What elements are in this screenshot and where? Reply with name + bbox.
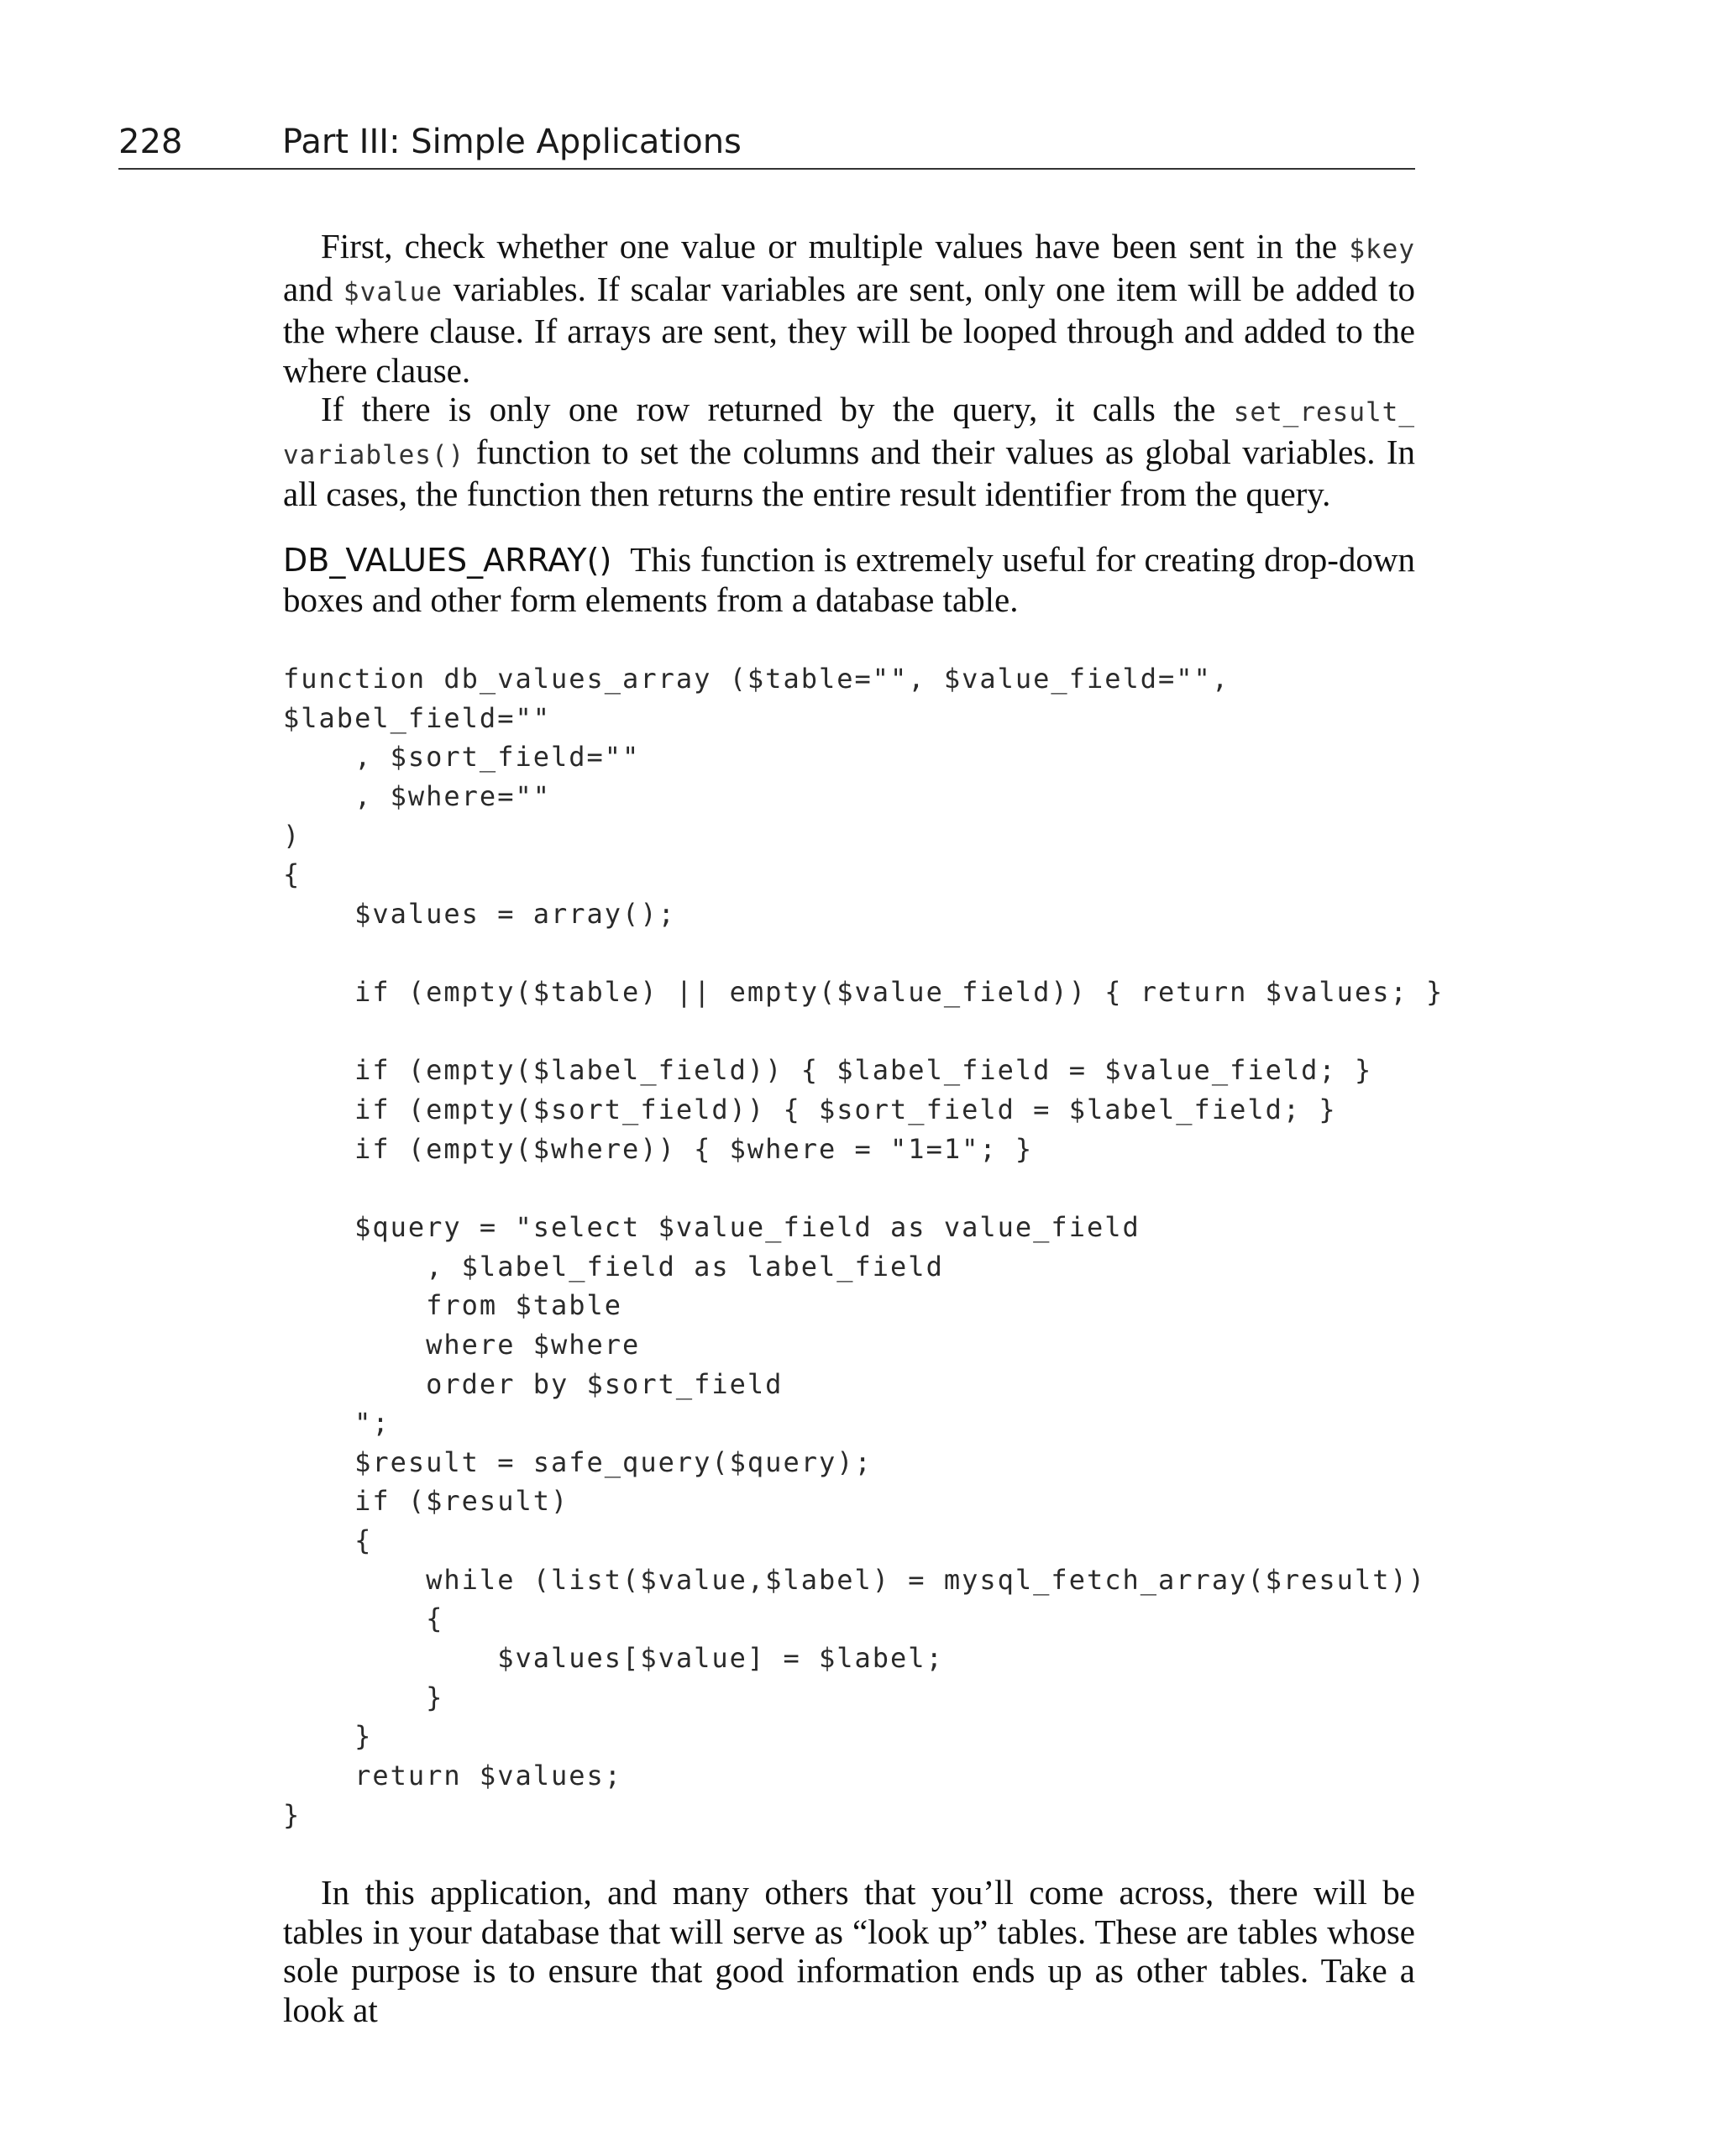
code-line: from $table (283, 1289, 623, 1322)
code-line: "; (283, 1407, 391, 1440)
code-line: if (empty($where)) { $where = "1=1"; } (283, 1132, 1034, 1165)
code-line: , $sort_field="" (283, 741, 641, 774)
closing-text (283, 1873, 1415, 2029)
paragraph-key-value (283, 227, 1415, 390)
function-description (283, 540, 1415, 619)
code-line: $values[$value] = $label; (283, 1642, 944, 1675)
code-line: { (283, 1603, 444, 1635)
paragraph-text: and (283, 269, 343, 308)
code-line: if (empty($label_field)) { $label_field = $value_field; } (283, 1054, 1373, 1087)
code-line: } (283, 1798, 302, 1831)
code-line: $result = safe_query($query); (283, 1445, 873, 1478)
code-line: $label_field="" (283, 701, 551, 734)
code-line: where $where (283, 1328, 641, 1361)
code-line: while (list($value,$label) = mysql_fetch_array($result)) (283, 1563, 1426, 1596)
function-description-text: This function is extremely useful for creating drop-down boxes and other form elements from a database table. (283, 540, 1415, 619)
paragraph-text: If there is only one row returned by the query, it calls the (321, 390, 1234, 428)
running-head (118, 116, 1415, 170)
function-heading: DB_VALUES_ARRAY() (283, 542, 612, 579)
code-line: } (283, 1681, 444, 1713)
section-title: Part III: Simple Applications (282, 123, 742, 161)
page-number: 228 (118, 123, 183, 161)
code-line: ) (283, 819, 302, 852)
code-line: } (283, 1720, 373, 1753)
code-listing (283, 659, 1459, 1834)
code-line: $values = array(); (283, 897, 676, 930)
code-line: if (empty($table) || empty($value_field)) { return $values; } (283, 976, 1445, 1009)
code-line: order by $sort_field (283, 1367, 784, 1400)
code-line: { (283, 1524, 373, 1557)
paragraph-text: First, check whether one value or multiple values have been sent in the (321, 227, 1350, 265)
code-line: if (empty($sort_field)) { $sort_field = $label_field; } (283, 1094, 1337, 1126)
function-description-paragraph (283, 540, 1415, 619)
paragraph-text: variables. If scalar variables are sent, only one item will be added to the where clause. If arrays are sent, they will be looped through and added to the where clause. (283, 269, 1415, 390)
code-line (283, 1012, 1459, 1052)
code-line: if ($result) (283, 1485, 569, 1518)
paragraph-text: function to set the columns and their values as global variables. In all cases, the function then returns the entire result identifier from the query. (283, 432, 1415, 513)
inline-code-value: $value (343, 276, 443, 307)
closing-paragraph: In this application, and many others that you’ll come across, there will be tables in your database that will serve as “look up” tables. These are tables whose sole purpose is to ensure that good information ends up as other tables. Take a look at (283, 1873, 1415, 2029)
inline-code-key: $key (1349, 234, 1415, 265)
paragraph-set-result (283, 390, 1415, 514)
code-line: , $where="" (283, 779, 551, 812)
code-line: function db_values_array ($table="", $value_field="", (283, 663, 1230, 695)
code-line: { (283, 858, 302, 891)
code-line: $query = "select $value_field as value_field (283, 1210, 1141, 1243)
code-line: return $values; (283, 1759, 623, 1791)
code-line: , $label_field as label_field (283, 1250, 944, 1283)
code-line (283, 1168, 1459, 1208)
code-line (283, 933, 1459, 973)
intro-text (283, 227, 1415, 514)
inline-code-set-result-variables: set_result_ variables() (283, 397, 1415, 470)
